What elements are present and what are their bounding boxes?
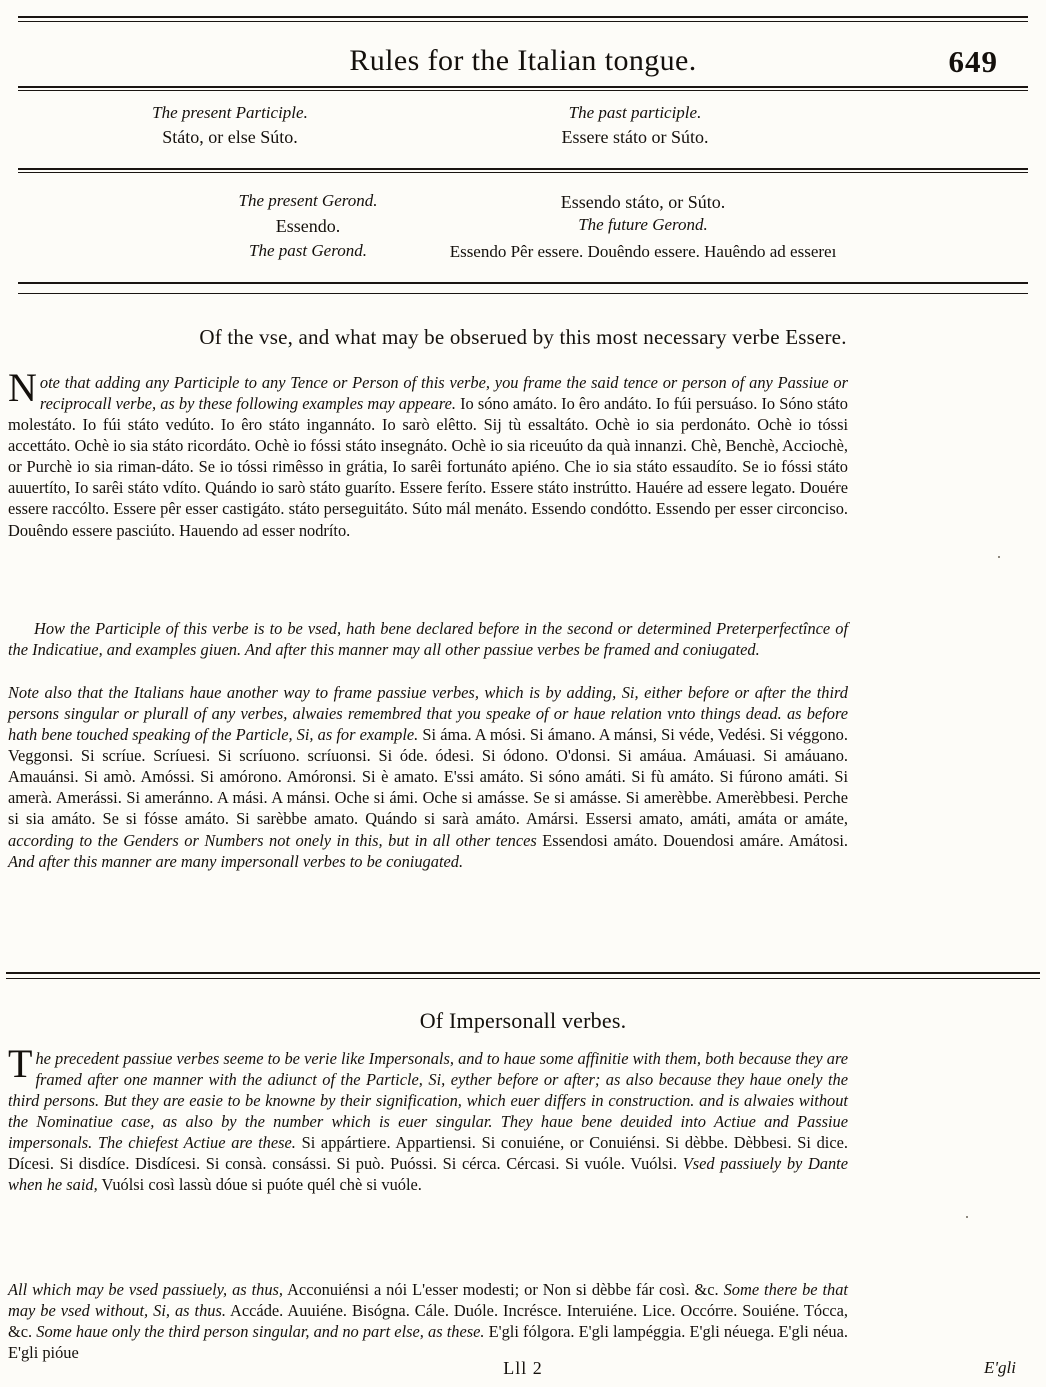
rule-before-impersonals-thin bbox=[6, 978, 1040, 979]
paper-speck bbox=[966, 1216, 968, 1218]
section-heading-essere: Of the vse, and what may be obserued by this most necessary verbe Essere. bbox=[199, 325, 847, 349]
future-gerund-forms: Essendo Pêr essere. Douêndo essere. Hauêndo ad essereı bbox=[449, 242, 837, 261]
past-participle-cell bbox=[420, 102, 850, 150]
paragraph-note-participles bbox=[8, 365, 848, 541]
rule-under-header-thin bbox=[18, 90, 1028, 91]
gerund-table bbox=[18, 190, 1028, 280]
rule-after-gerunds-thin bbox=[18, 293, 1028, 294]
rule-after-participles-thin bbox=[18, 172, 1028, 173]
p5-italic-lead: All which may be vsed passiuely, as thus, bbox=[8, 1280, 284, 1299]
p3-examples-tail: Essendosi amáto. Douendosi amáre. Amátosi. bbox=[542, 830, 848, 850]
present-participle-cell bbox=[40, 102, 420, 150]
paragraph-impersonals-examples bbox=[8, 1279, 848, 1363]
p3-italic-lead: Note also that the Italians haue another way to frame passiue verbes, which is by adding, Si, either before or after the third persons singular or plurall of any verbes, alwaies remembred that you speake of or haue relation vnto things dead. as before hath bene touched speaking of the Particle, Si, as for example. bbox=[8, 683, 848, 745]
paragraph-impersonals-intro bbox=[8, 1041, 848, 1196]
p1-italic-lead: ote that adding any Participle to any Tence or Person of this verbe, you frame the said tence or person of any Passiue or reciprocall verbe, as by these following examples may appeare. bbox=[39, 373, 848, 414]
rule-top bbox=[18, 16, 1028, 18]
rule-after-gerunds bbox=[18, 282, 1028, 284]
section-heading-impersonals: Of Impersonall verbes. bbox=[419, 1008, 627, 1033]
signature-mark: Lll 2 bbox=[503, 1358, 543, 1378]
past-gerund-forms: Essendo státo, or Súto. bbox=[560, 192, 726, 212]
present-gerund-label: The present Gerond. bbox=[238, 191, 378, 210]
paragraph-si-passives bbox=[8, 682, 848, 872]
p5-italic-3: Some haue only the third person singular, and no part else, as these. bbox=[36, 1322, 485, 1342]
p5-examples-c: E'gli fólgora. E'gli lampéggia. E'gli néuega. E'gli néua. E'gli pióue bbox=[8, 1322, 848, 1363]
p5-italic-2: Some there be that may be vsed without, Si, as thus. bbox=[8, 1280, 848, 1321]
folio-number: 649 bbox=[948, 44, 998, 79]
present-participle-label: The present Participle. bbox=[152, 103, 308, 122]
paper-speck bbox=[998, 556, 1000, 558]
p1-examples: Io sóno amáto. Io êro andáto. Io fúi persuáso. Io Sóno státo molestáto. Io fúi státo vedúto. Io êro státo ingannáto. Io sarò elêtto. Sij tù essaltáto. Ochè io sia perdonáto. Ochè io tóssi accettáto. Ochè io sia státo ricordáto. Ochè io fóssi státo insegnáto. Ochè io sia riceuúto da quà innanzi. Chè, Benchè, Acciochè, or Purchè io sia riman-dáto. Se io tóssi rimêsso in grátia, Io sarêi fortunáto apiéno. Che io sia státo essaudíto. Se io fóssi státo auuertíto, Io sarêi státo vdíto. Quándo io sarò státo guaríto. Essere feríto. Essere státo instrútto. Hauére ad essere legato. Douére essere raccólto. Essere pêr esser castigáto. státo perseguitáto. Súto mál menáto. Essendo condótto. Essendo per esser circonciso. Douêndo essere pasciúto. Hauendo ad esser nodríto. bbox=[8, 394, 848, 540]
past-participle-forms: Essere státo or Súto. bbox=[561, 126, 709, 147]
p3-italic-tail: according to the Genders or Numbers not onely in this, but in all other tences bbox=[8, 830, 537, 850]
dropcap-t: T bbox=[8, 1041, 33, 1086]
catchword: E'gli bbox=[984, 1358, 1016, 1377]
rule-before-impersonals bbox=[6, 972, 1040, 974]
future-gerund-label: The future Gerond. bbox=[578, 215, 708, 234]
p5-examples-b: Accáde. Auuiéne. Bisógna. Cále. Duóle. Incrésce. Interuiéne. Lice. Occórre. Souiéne. Tócca, &c. bbox=[8, 1301, 849, 1342]
running-title: Rules for the Italian tongue. bbox=[349, 44, 697, 77]
p4-italic-tail: Vsed passiuely by Dante when he said, bbox=[8, 1154, 848, 1195]
past-gerund-label: The past Gerond. bbox=[249, 241, 367, 260]
rule-top-thin bbox=[18, 21, 1028, 22]
p2-text: How the Participle of this verbe is to be vsed, hath bene declared before in the second or determined Preterperfectînce of the Indicatiue, and examples giuen. And after this manner may all other passiue verbes be framed and coniugated. bbox=[8, 619, 848, 660]
rule-under-header bbox=[18, 86, 1028, 88]
dropcap-n: N bbox=[8, 365, 37, 410]
p3-examples: Si áma. A mósi. Si ámano. A mánsi, Si véde, Vedési. Si véggono. Veggonsi. Si scríue. Scríuesi. Si scríuono. scríuonsi. Si óde. ódesi. Si ódono. O'donsi. Si amáua. Amáuasi. Si amáuano. Amauánsi. Si amò. Amóssi. Si amórono. Amóronsi. Si è amato. E'ssi amáto. Si sóno amáti. Si fù amáto. Si fúrono amáti. Si amerà. Amerássi. Si ameránno. A mási. A mánsi. Oche si ámi. Oche si amásse. Se si amásse. Si amerèbbe. Amerèbbesi. Perche si sia amáto. Se si fósse amáto. Si sarèbbe amato. Quándo si sarà amáto. Amársi. Essersi amato, amáti, amáta or amáte, bbox=[8, 725, 848, 829]
p4-examples: Si appártiere. Appartiensi. Si conuiéne, or Conuiénsi. Si dèbbe. Dèbbesi. Si dice. Dícesi. Si disdíce. Disdícesi. Si consà. consássi. Si può. Puóssi. Si cérca. Cércasi. Si vuóle. Vuólsi. bbox=[8, 1133, 848, 1174]
rule-after-participles bbox=[18, 168, 1028, 170]
paragraph-participle-usage bbox=[8, 618, 848, 660]
p5-examples-a: Acconuiénsi a nói L'esser modesti; or Non si dèbbe fár così. &c. bbox=[287, 1280, 719, 1299]
past-participle-label: The past participle. bbox=[568, 103, 702, 122]
participle-table bbox=[18, 96, 1028, 152]
present-gerund-form: Essendo. bbox=[275, 216, 341, 236]
present-participle-forms: Státo, or else Súto. bbox=[162, 126, 298, 147]
p4-dante-quote: Vuólsi così lassù dóue si puóte quél chè si vuóle. bbox=[101, 1175, 422, 1195]
p4-italic-lead: he precedent passiue verbes seeme to be verie like Impersonals, and to haue some affinitie with them, both because they are framed after one manner with the adiunct of the Particle, Si, eyther before or after; as also because they haue onely the third persons. But they are easie to be knowne by their signification, which euer differs in construction. and is alwaies without the Nominatiue case, as also by the number which is euer singular. They haue bene deuided into Actiue and Passiue impersonals. The chiefest Actiue are these. bbox=[8, 1049, 848, 1153]
page-header bbox=[18, 30, 1028, 78]
p3-italic-tail2: And after this manner are many impersonall verbes to be coniugated. bbox=[8, 851, 464, 871]
